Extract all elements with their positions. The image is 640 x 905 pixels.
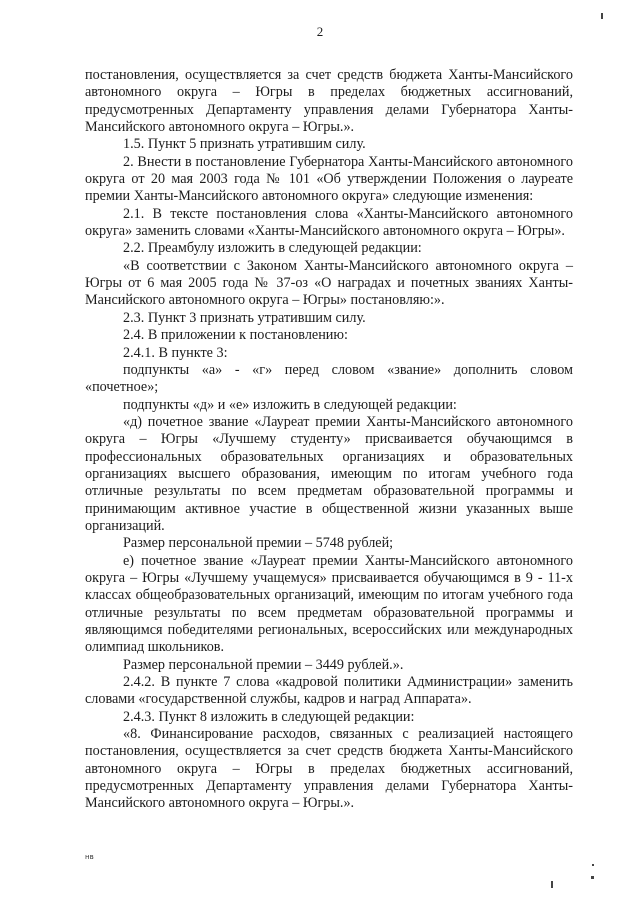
paragraph: 2.4.1. В пункте 3: [123, 344, 228, 361]
paragraph: «8. Финансирование расходов, связанных с реализацией настоящего постановления, осуществляется за счет средств бюджета Ханты-Мансийского автономного округа – Югры в пределах бюджетных ассигнований, предусмотренных Департаменту управления делами Губернатора Ханты-Мансийского автономного округа – Югры.». [85, 726, 573, 812]
paragraph: 2.4.3. Пункт 8 изложить в следующей редакции: [123, 708, 415, 725]
paragraph: е) почетное звание «Лауреат премии Ханты-Мансийского автономного округа – Югры «Лучшему учащемуся» присваивается обучающимся в 9 - 11-х классах общеобразовательных организаций, имеющим по итогам учебного года отличные результаты по всем предметам образовательной программы и являющимся победителями региональных, всероссийских или международных олимпиад школьников. [85, 552, 573, 656]
paragraph: подпункты «а» - «г» перед словом «звание» дополнить словом «почетное»; [85, 361, 573, 396]
scan-artifact [592, 864, 594, 866]
executor-initials: нв [85, 853, 94, 861]
paragraph: 2.4.2. В пункте 7 слова «кадровой политики Администрации» заменить словами «государственной службы, кадров и наград Аппарата». [85, 674, 573, 708]
paragraph: 2.3. Пункт 3 признать утратившим силу. [123, 309, 366, 326]
paragraph: 2.4. В приложении к постановлению: [123, 327, 348, 344]
paragraph: 2.1. В тексте постановления слова «Ханты-Мансийского автономного округа» заменить словами «Ханты-Мансийского автономного округа – Югры». [85, 205, 573, 240]
paragraph: постановления, осуществляется за счет средств бюджета Ханты-Мансийского автономного округа – Югры в пределах бюджетных ассигнований, предусмотренных Департаменту управления делами Губернатора Ханты-Мансийского автономного округа – Югры.». [85, 67, 573, 136]
scan-artifact [601, 13, 603, 19]
paragraph: 1.5. Пункт 5 признать утратившим силу. [123, 136, 366, 153]
scan-artifact [591, 876, 594, 879]
paragraph: Размер персональной премии – 3449 рублей.». [123, 656, 404, 673]
paragraph: «В соответствии с Законом Ханты-Мансийского автономного округа – Югры от 6 мая 2005 года № 37-оз «О наградах и почетных званиях Ханты-Мансийского автономного округа – Югры» постановляю:». [85, 257, 573, 309]
scan-artifact [551, 881, 553, 888]
paragraph: «д) почетное звание «Лауреат премии Ханты-Мансийского автономного округа – Югры «Лучшему студенту» присваивается обучающимся в профессиональных образовательных организациях и образовательных организациях высшего образования, имеющим по итогам учебного года отличные результаты по всем предметам образовательной программы и принимающим активное участие в общественной жизни указанных выше организаций. [85, 413, 573, 534]
document-body [85, 67, 573, 813]
page-number: 2 [316, 24, 324, 39]
paragraph: 2.2. Преамбулу изложить в следующей редакции: [123, 240, 422, 257]
paragraph: Размер персональной премии – 5748 рублей; [123, 535, 394, 552]
paragraph: подпункты «д» и «е» изложить в следующей редакции: [123, 396, 457, 413]
paragraph: 2. Внести в постановление Губернатора Ханты-Мансийского автономного округа от 20 мая 2003 года № 101 «Об утверждении Положения о лауреате премии Ханты-Мансийского автономного округа» следующие изменения: [85, 153, 573, 205]
